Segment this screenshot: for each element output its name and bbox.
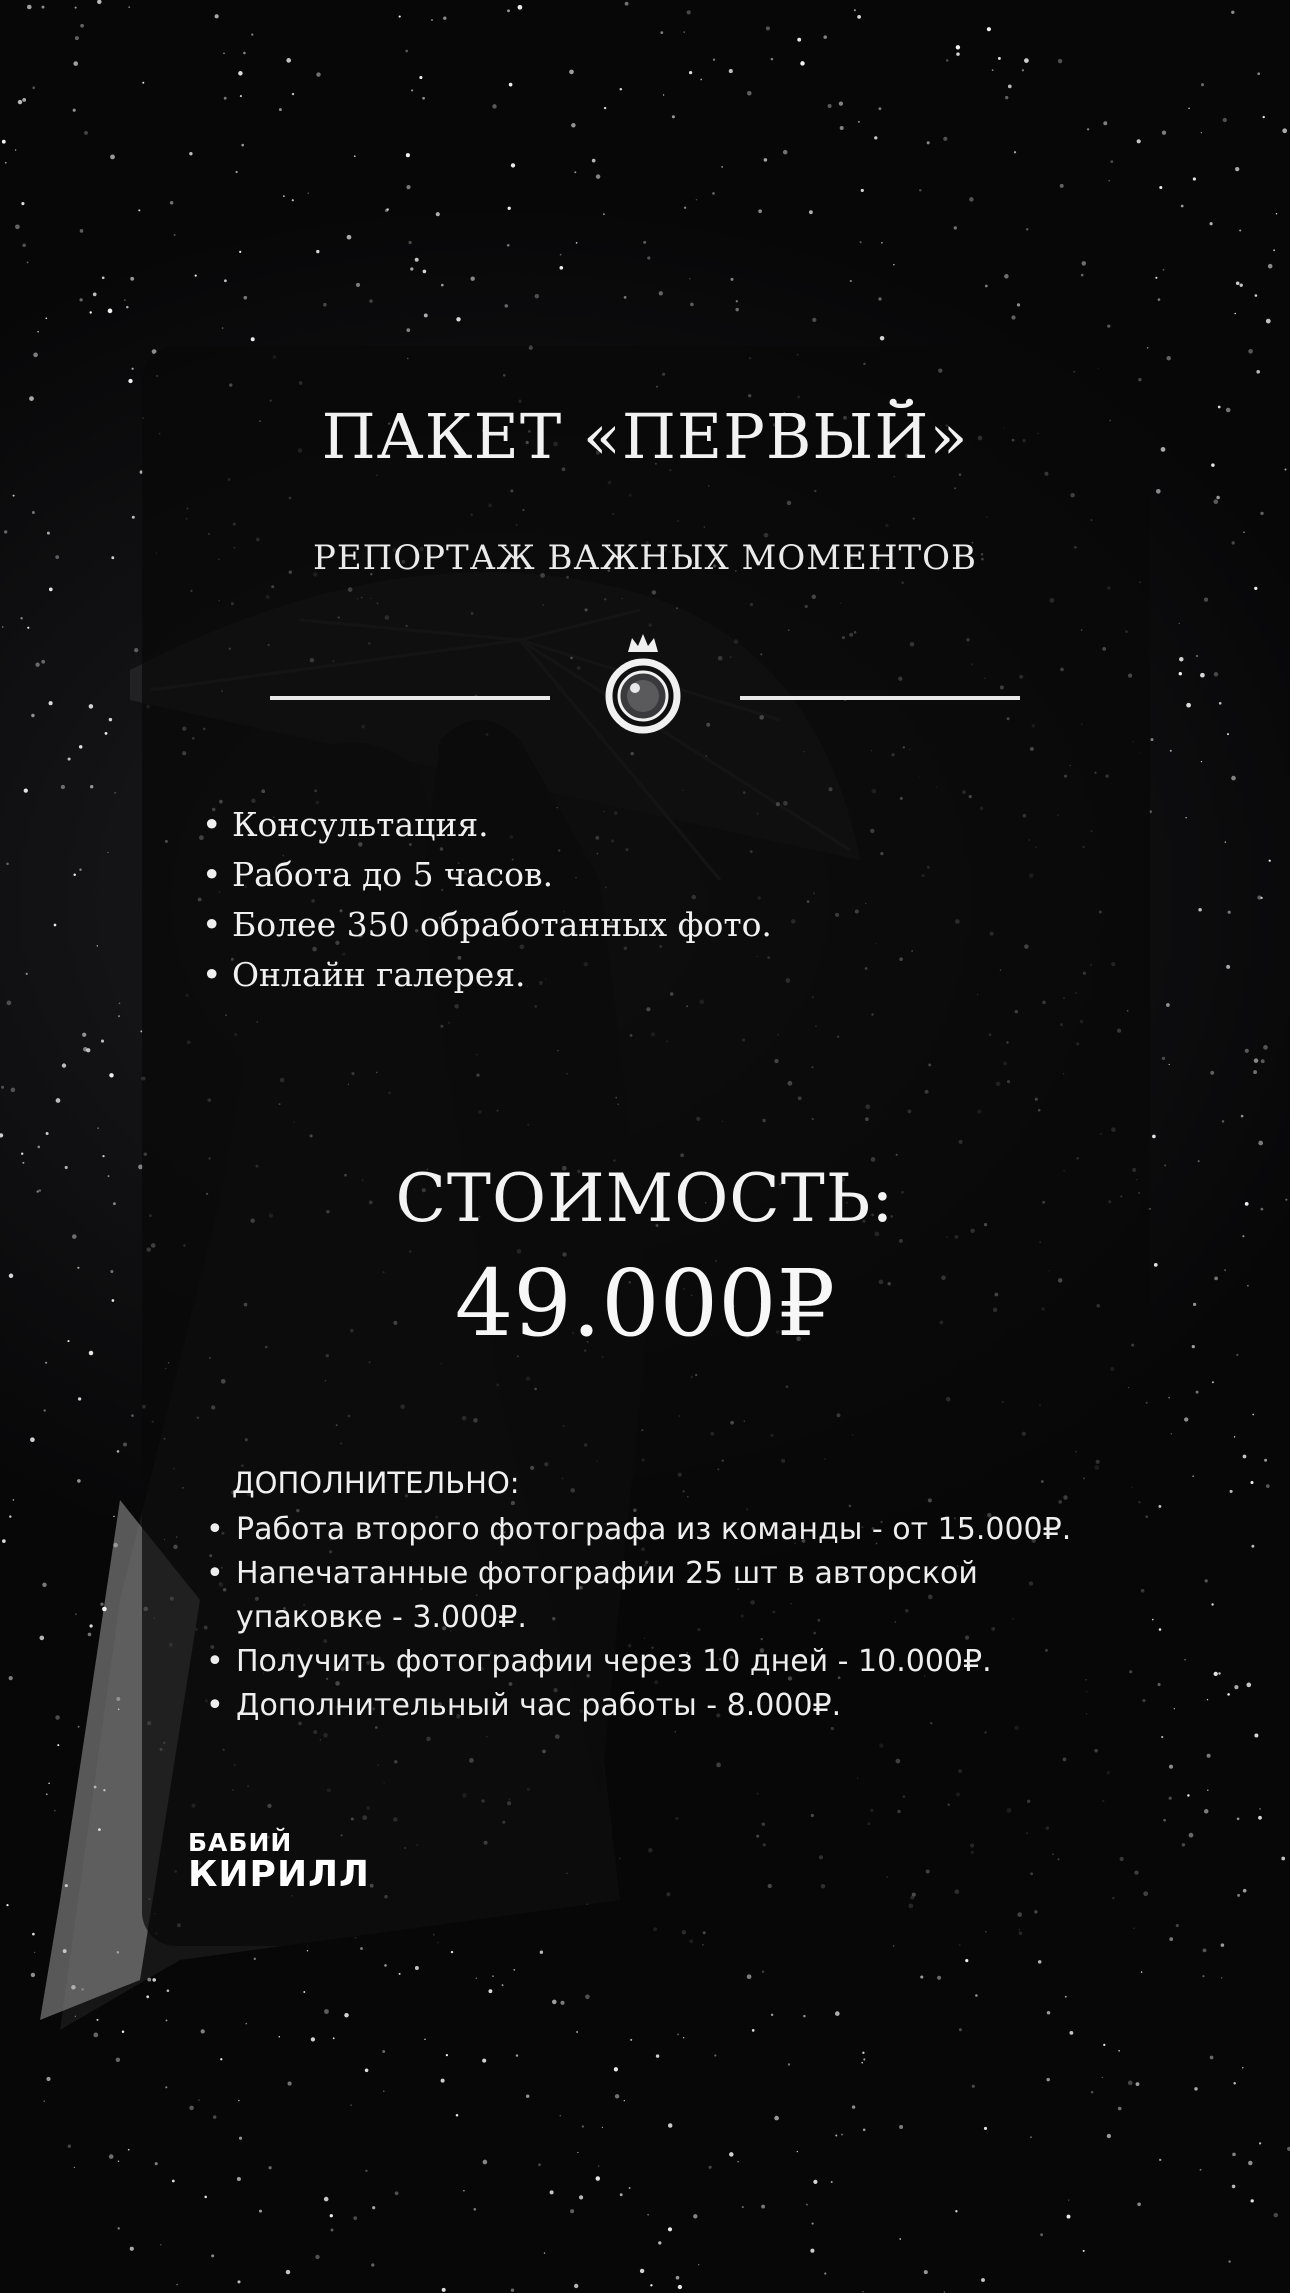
bullet: • — [206, 1688, 224, 1723]
extra-item — [206, 1508, 1106, 1552]
bullet: • — [206, 1512, 224, 1547]
feature-item: • Работа до 5 часов. — [202, 855, 554, 894]
extra-item — [206, 1552, 1106, 1640]
feature-item: • Консультация. — [202, 805, 489, 844]
bullet: • — [206, 1556, 224, 1591]
extra-item-text: Получить фотографии через 10 дней - 10.000₽. — [236, 1644, 992, 1679]
bullet: • — [206, 1644, 224, 1679]
feature-item: • Более 350 обработанных фото. — [202, 905, 772, 944]
extra-item-text: Дополнительный час работы - 8.000₽. — [236, 1688, 842, 1723]
feature-item: • Онлайн галерея. — [202, 955, 526, 994]
brand-line-1: БАБИЙ — [188, 1828, 293, 1857]
extras-list — [206, 1508, 1106, 1728]
extra-item-text: Напечатанные фотографии 25 шт в авторской упаковке - 3.000₽. — [236, 1556, 978, 1635]
price-label: СТОИМОСТЬ: — [395, 1160, 895, 1237]
extra-item — [206, 1640, 1106, 1684]
divider-left — [270, 696, 550, 700]
brand-line-2: КИРИЛЛ — [188, 1854, 370, 1895]
price-value: 49.000₽ — [454, 1250, 836, 1357]
divider-right — [740, 696, 1020, 700]
package-title: ПАКЕТ «ПЕРВЫЙ» — [321, 400, 969, 473]
extra-item — [206, 1684, 1106, 1728]
brand-logo — [188, 1830, 370, 1893]
camera-lens-crown-icon — [598, 626, 688, 736]
extra-item-text: Работа второго фотографа из команды - от 15.000₽. — [236, 1512, 1072, 1547]
extras-title: ДОПОЛНИТЕЛЬНО: — [232, 1466, 520, 1500]
package-subtitle: РЕПОРТАЖ ВАЖНЫХ МОМЕНТОВ — [312, 538, 978, 578]
features-list — [202, 800, 772, 1000]
